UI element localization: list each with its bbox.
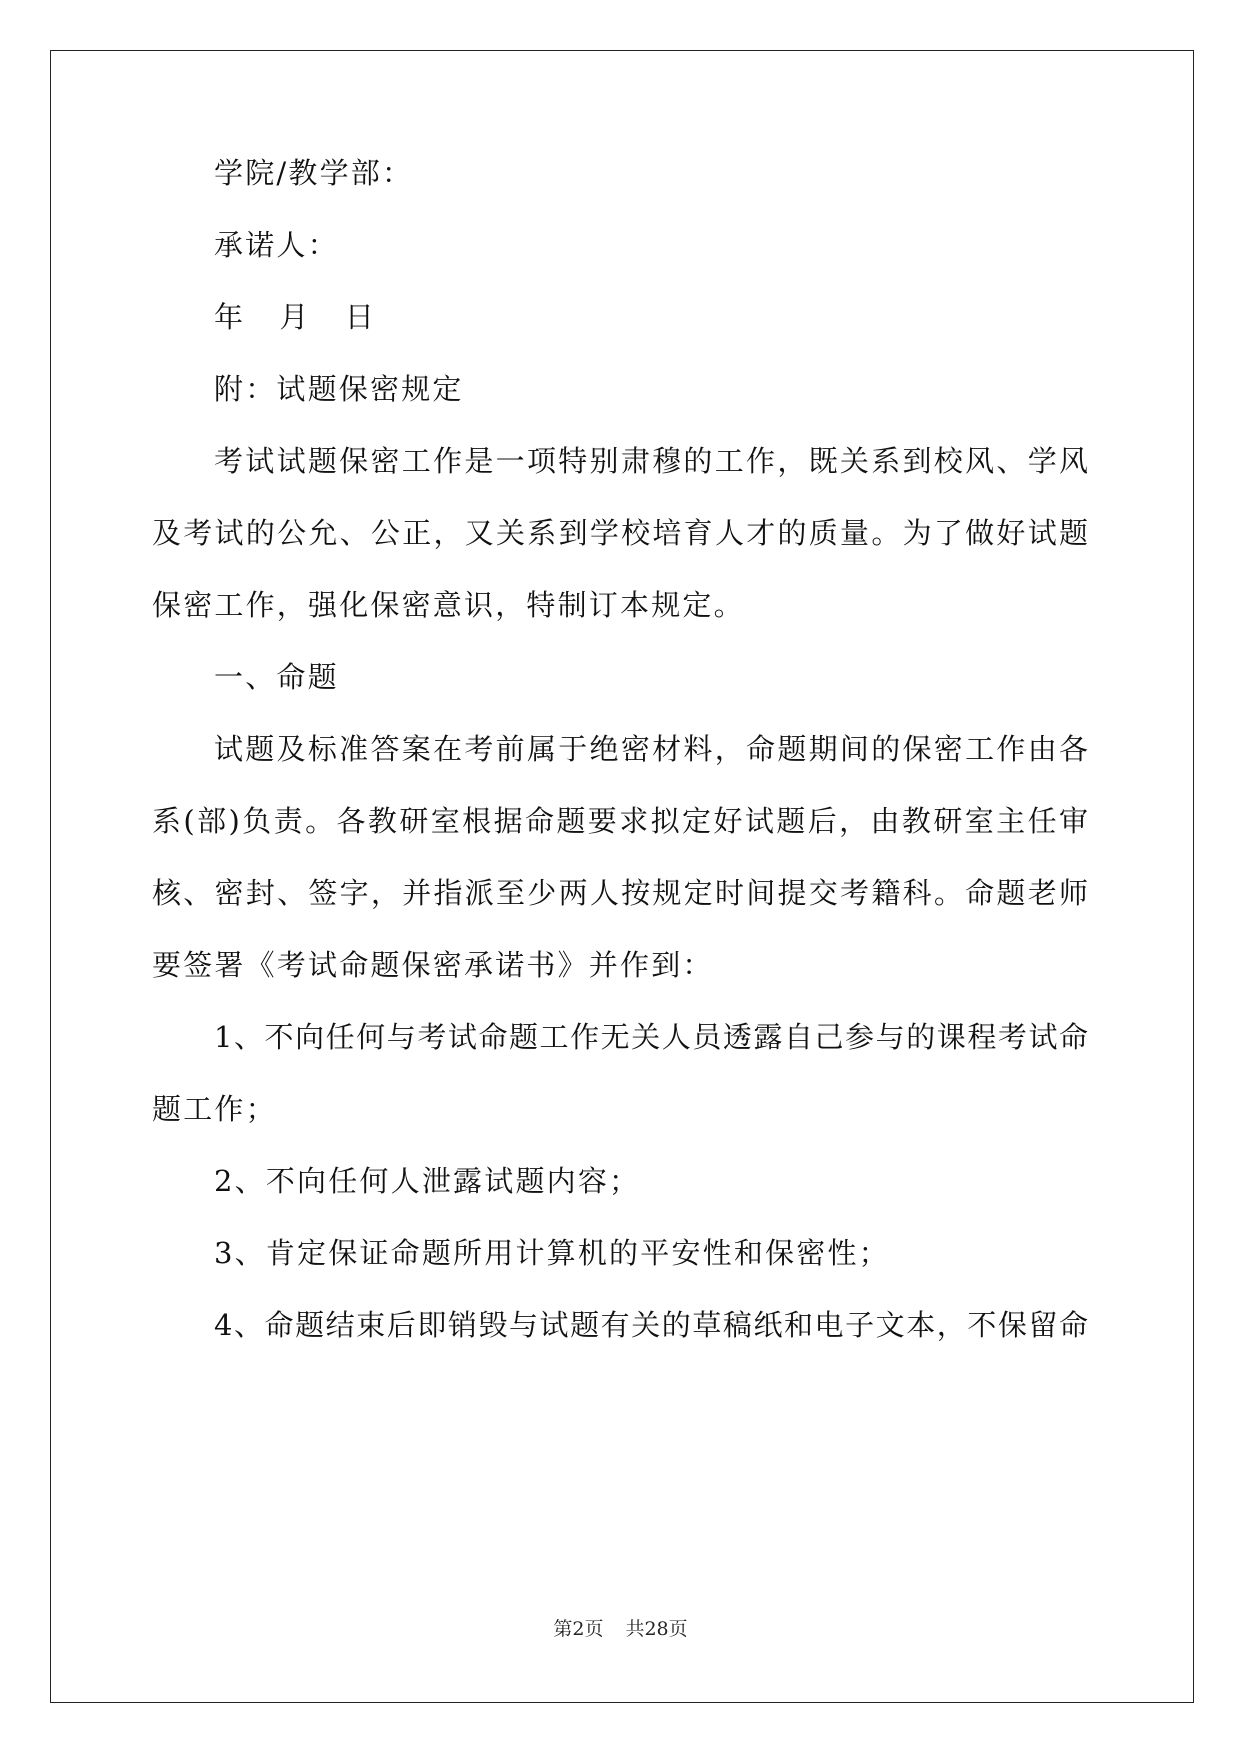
paragraph-line: 核、密封、签字，并指派至少两人按规定时间提交考籍科。命题老师	[152, 876, 1088, 910]
appendix-heading: 附：试题保密规定	[214, 372, 464, 406]
paragraph-line: 要签署《考试命题保密承诺书》并作到：	[152, 948, 714, 982]
list-item-line: 3、肯定保证命题所用计算机的平安性和保密性；	[214, 1236, 890, 1270]
list-item-line: 4、命题结束后即销毁与试题有关的草稿纸和电子文本，不保留命	[214, 1308, 1088, 1342]
section-heading: 一、命题	[214, 660, 339, 694]
paragraph-line: 考试试题保密工作是一项特别肃穆的工作，既关系到校风、学风	[214, 444, 1088, 478]
signature-department-line: 学院/教学部：	[214, 156, 414, 190]
paragraph-line: 系(部)负责。各教研室根据命题要求拟定好试题后，由教研室主任审	[152, 804, 1088, 838]
signature-promiser-line: 承诺人：	[214, 228, 339, 262]
page-footer	[0, 1617, 1241, 1641]
paragraph-line: 及考试的公允、公正，又关系到学校培育人才的质量。为了做好试题	[152, 516, 1088, 550]
paragraph-line: 保密工作，强化保密意识，特制订本规定。	[152, 588, 745, 622]
page-total: 共28页	[625, 1618, 688, 1640]
list-item-line: 1、不向任何与考试命题工作无关人员透露自己参与的课程考试命	[214, 1020, 1088, 1054]
signature-date-line: 年 月 日	[214, 300, 380, 334]
list-item-line: 题工作；	[152, 1092, 277, 1126]
list-item-line: 2、不向任何人泄露试题内容；	[214, 1164, 641, 1198]
page-number: 第2页	[553, 1618, 604, 1640]
paragraph-line: 试题及标准答案在考前属于绝密材料，命题期间的保密工作由各	[214, 732, 1088, 766]
